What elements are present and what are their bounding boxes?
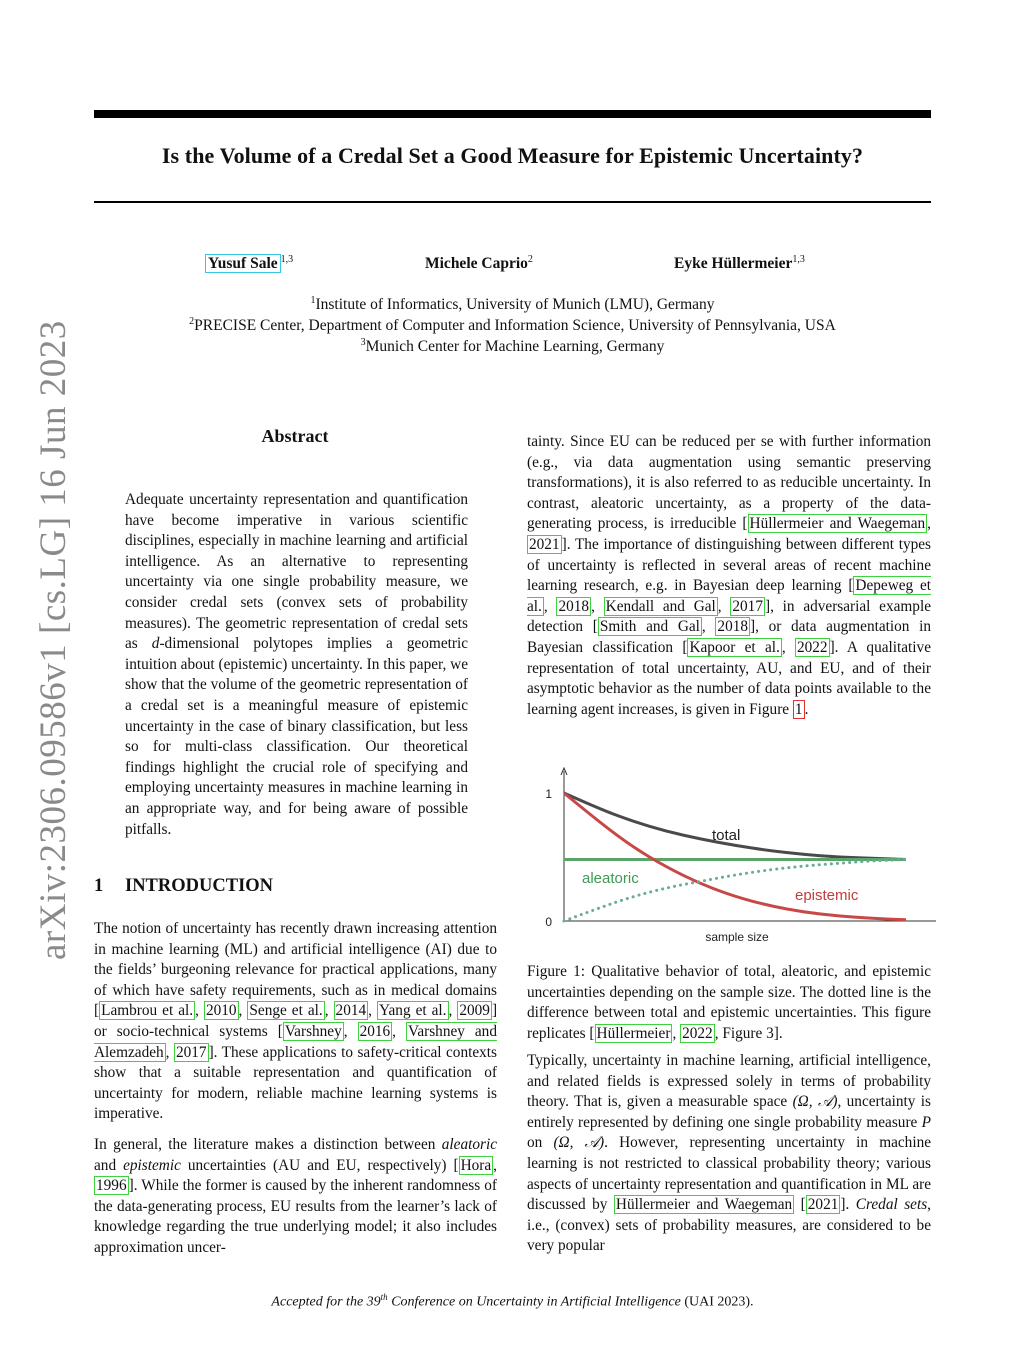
citation-link[interactable]: Hüllermeier and Waegeman xyxy=(615,1196,793,1214)
footer: Accepted for the 39th Conference on Uncertainty in Artificial Intelligence (UAI 2023). xyxy=(271,1292,754,1310)
y-tick-label: 0 xyxy=(545,915,552,929)
uncertainty-chart xyxy=(534,763,944,948)
intro-paragraph-1: The notion of uncertainty has recently drawn increasing attention in machine learning (ML) and artificial intelligence (AI) due to the fields’ burgeoning relevance for practical applications, many of which have safety requirements, such as in medical domains [ Lambrou et al. , 2010 , Senge et al. , 2014 , Yang et al. , 2009 ] or socio-technical systems [ Varshney , 2016 , Varshney and Alemzadeh , 2017 ]. These applications to safety-critical contexts show that a suitable representation and quantification of uncertainty for modern, reliable machine learning systems is imperative. xyxy=(94,920,498,1123)
citation-link[interactable]: Hora xyxy=(460,1156,492,1174)
figure-1 xyxy=(534,763,944,948)
citation-link[interactable]: Senge et al. xyxy=(249,1002,323,1020)
citation-link[interactable]: Varshney xyxy=(284,1022,342,1040)
author-1-link[interactable]: Yusuf Sale xyxy=(205,254,281,273)
citation-link[interactable]: Lambrou et al. xyxy=(101,1002,194,1020)
affiliation-3: $^3$Munich Center for Machine Learning, Germany xyxy=(360,337,665,356)
series-label-total: total xyxy=(712,827,741,844)
top-rule xyxy=(94,110,931,118)
series-label-aleatoric: aleatoric xyxy=(582,870,639,887)
author-2: Michele Caprio$^2$ xyxy=(425,254,533,273)
section-heading: 1 INTRODUCTION xyxy=(94,876,274,896)
citation-link[interactable]: Kendall and Gal xyxy=(605,597,716,615)
citation-link[interactable]: Hüllermeier and Waegeman xyxy=(749,515,926,533)
abstract-heading: Abstract xyxy=(261,426,329,446)
right-column-top: tainty. Since EU can be reduced per se with further information (e.g., via data augmentation using semantic preserving transformations), it is also referred to as reducible uncertainty. In contrast, aleatoric uncertainty, as a property of the data-generating process, is irreducible [ Hüllermeier and Waegeman , 2021 ]. The importance of distinguishing between different types of uncertainty is reflected in several areas of recent machine learning research, e.g. in Bayesian deep learning [ Depeweg et al. , 2018 , Kendall and Gal , 2017 ], in adversarial example detection [ Smith and Gal , 2018 ], or data augmentation in Bayesian classification [ Kapoor et al. , 2022 ]. A qualitative representation of total uncertainty, AU, and EU, and of their asymptotic behavior as the number of data points available to the learning agent increases, is given in Figure 1 . xyxy=(527,433,931,718)
citation-link[interactable]: Yang et al. xyxy=(378,1002,447,1020)
author-3: Eyke Hüllermeier$^{1,3}$ xyxy=(674,254,805,273)
citation-link[interactable]: 2010 xyxy=(205,1002,237,1020)
figure-caption: Figure 1: Qualitative behavior of total, aleatoric, and epistemic uncertainties depending on the sample size. The dotted line is the difference between total and epistemic uncertainties. This figure replicates [ Hüllermeier , 2022 , Figure 3]. xyxy=(527,963,931,1042)
left-column xyxy=(94,919,497,1269)
citation-link[interactable]: 2021 xyxy=(807,1196,839,1214)
affiliation-1: $^1$Institute of Informatics, University of Munich (LMU), Germany xyxy=(310,295,715,314)
y-tick-label: 1 xyxy=(545,787,552,801)
series-label-epistemic: epistemic xyxy=(795,887,859,904)
intro-paragraph-2: In general, the literature makes a distinction between aleatoric and epistemic uncertainties (AU and EU, respectively) [ Hora , 1996 ]. While the former is caused by the inherent randomness of the data-generating process, EU results from the learner’s lack of knowledge regarding the true underlying model; it also includes approximation uncer- xyxy=(94,1135,497,1256)
citation-link[interactable]: Smith and Gal xyxy=(599,618,700,636)
citation-link[interactable]: 2014 xyxy=(335,1002,367,1020)
affiliation-2: $^2$PRECISE Center, Department of Computer and Information Science, University of Pennsylvania, USA xyxy=(189,316,836,335)
citation-link[interactable]: 2018 xyxy=(558,597,590,615)
right-column-bottom: Typically, uncertainty in machine learning, artificial intelligence, and related fields is expressed solely in terms of probability theory. That is, given a measurable space (Ω, 𝒜), uncertainty is entirely represented by defining one single probability measure P on (Ω, 𝒜). However, representing uncertainty in machine learning is not restricted to classical probability theory; various aspects of uncertainty representation and quantification in ML are discussed by Hüllermeier and Waegeman [ 2021 ]. Credal sets, i.e., (convex) sets of probability measures, are considered to be very popular xyxy=(527,1052,932,1255)
abstract-body: Adequate uncertainty representation and quantification have become imperative in various scientific disciplines, especially in machine learning and artificial intelligence. As an alternative to representing uncertainty via one single probability measure, we consider credal sets (convex sets of probability measures). The geometric representation of credal sets as d-dimensional polytopes implies a geometric intuition about (epistemic) uncertainty. In this paper, we show that the volume of the geometric representation of a credal set is a meaningful measure of epistemic uncertainty in the case of binary classification, but less so for multi-class classification. Our theoretical findings highlight the crucial role of specifying and employing uncertainty measures in machine learning in an appropriate way, and for being aware of possible pitfalls. xyxy=(125,491,468,838)
citation-link[interactable]: 2017 xyxy=(175,1043,207,1061)
citation-link[interactable]: 2022 xyxy=(682,1024,713,1042)
arxiv-stamp: arXiv:2306.09586v1 [cs.LG] 16 Jun 2023 xyxy=(33,320,74,960)
citation-link[interactable]: Depeweg et al. xyxy=(527,577,931,615)
figure-link[interactable]: 1 xyxy=(794,700,803,718)
citation-link[interactable]: Hüllermeier xyxy=(596,1024,671,1042)
paper-title: Is the Volume of a Credal Set a Good Measure for Epistemic Uncertainty? xyxy=(161,143,864,168)
citation-link[interactable]: 2022 xyxy=(796,638,828,656)
citation-link[interactable]: 2018 xyxy=(717,618,749,636)
citation-link[interactable]: Kapoor et al. xyxy=(689,638,780,656)
x-axis-label: sample size xyxy=(705,930,769,944)
citation-link[interactable]: 2009 xyxy=(459,1002,490,1020)
citation-link[interactable]: 2016 xyxy=(359,1022,391,1040)
title-rule xyxy=(94,201,931,203)
citation-link[interactable]: 2017 xyxy=(732,597,763,615)
citation-link[interactable]: 1996 xyxy=(96,1177,127,1195)
citation-link[interactable]: 2021 xyxy=(529,535,560,553)
citation-link[interactable]: Varshney and Alemzadeh xyxy=(94,1022,497,1061)
author-1[interactable]: Yusuf Sale $^{1,3}$ xyxy=(205,254,293,273)
